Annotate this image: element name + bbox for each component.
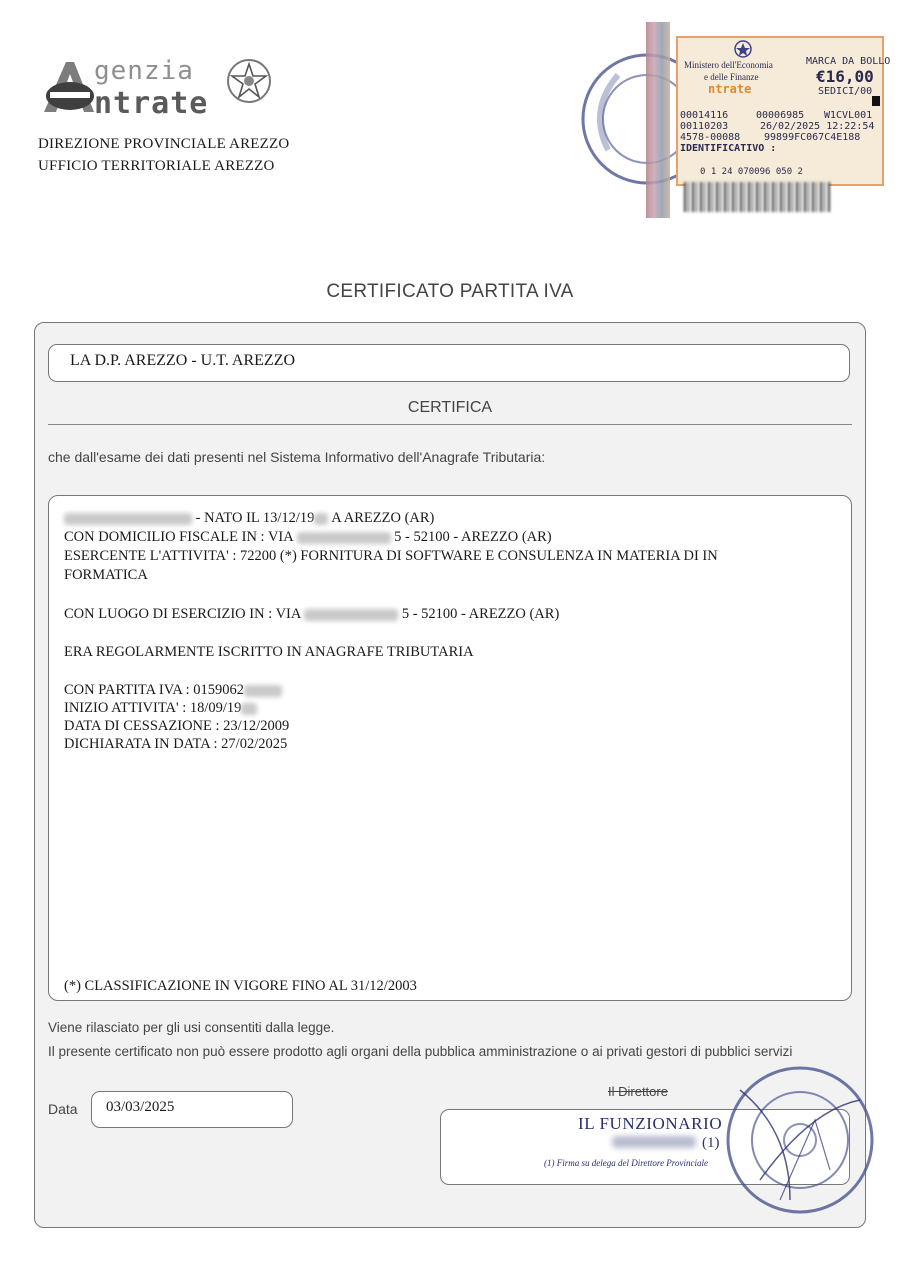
- stamp-ministry: Ministero dell'Economia: [684, 60, 773, 70]
- signer-title: IL FUNZIONARIO: [578, 1114, 723, 1133]
- redacted-workplace-street: [304, 609, 398, 621]
- revenue-stamp: [676, 36, 891, 186]
- date-value: 03/03/2025: [106, 1099, 175, 1115]
- vat-text: CON PARTITA IVA : 0159062: [64, 682, 245, 698]
- usage-note-1: Viene rilasciato per gli usi consentiti dalla legge.: [48, 1020, 335, 1035]
- agenzia-a-icon: [40, 58, 96, 116]
- stamp-amount: €16,00: [816, 67, 874, 86]
- start-line: [64, 699, 257, 717]
- stamp-row2-left: 00110203: [680, 121, 729, 132]
- issuer-text: LA D.P. AREZZO - U.T. AREZZO: [70, 352, 296, 369]
- stamp-mark: [872, 96, 880, 106]
- document-title: CERTIFICATO PARTITA IVA: [326, 281, 574, 302]
- delegation-note: (1) Firma su delega del Direttore Provinciale: [544, 1158, 708, 1168]
- stamp-ident: IDENTIFICATIVO :: [680, 143, 777, 154]
- workplace-prefix: CON LUOGO DI ESERCIZIO IN : VIA: [64, 606, 301, 622]
- stamp-row3-right: 99899FC067C4E188: [764, 132, 861, 143]
- classification-note: (*) CLASSIFICAZIONE IN VIGORE FINO AL 31/12/2003: [64, 978, 417, 994]
- stamp-security-strip: [646, 22, 670, 218]
- stamp-row1-right: W1CVL001: [824, 110, 873, 121]
- cessation-line: DATA DI CESSAZIONE : 23/12/2009: [64, 718, 290, 734]
- stamp-area: [572, 22, 891, 218]
- stamp-row1-left: 00014116: [680, 110, 729, 121]
- vat-line: [64, 681, 282, 699]
- birth-place-text: A AREZZO (AR): [331, 510, 435, 526]
- workplace-line: [64, 605, 559, 623]
- stamp-row3-left: 4578-00088: [680, 132, 741, 143]
- stamp-brand: MARCA DA BOLLO: [806, 56, 891, 67]
- workplace-suffix: 5 - 52100 - AREZZO (AR): [401, 606, 560, 622]
- office-round-stamp-icon: [720, 1060, 880, 1220]
- stamp-code: SEDICI/00: [818, 86, 873, 97]
- birth-line: [64, 509, 434, 527]
- signer-reference: (1): [702, 1135, 720, 1151]
- stamp-serial: 0 1 24 070096 050 2: [700, 167, 803, 177]
- domicile-suffix: 5 - 52100 - AREZZO (AR): [394, 529, 552, 545]
- start-text: INIZIO ATTIVITA' : 18/09/19: [64, 700, 242, 716]
- date-label: Data: [48, 1101, 78, 1117]
- logo-text-entrate: ntrate: [94, 86, 209, 121]
- domicile-line: [64, 528, 552, 546]
- office-territorial: UFFICIO TERRITORIALE AREZZO: [38, 158, 275, 174]
- section-divider: [48, 424, 852, 425]
- activity-line-2: FORMATICA: [64, 567, 148, 583]
- domicile-prefix: CON DOMICILIO FISCALE IN : VIA: [64, 529, 293, 545]
- redacted-street: [297, 532, 391, 544]
- stamp-emblem-icon: [734, 40, 752, 58]
- stamp-logo-text: ntrate: [708, 82, 752, 96]
- stamp-barcode: [684, 182, 830, 212]
- stamp-row2-right: 26/02/2025 12:22:54: [760, 121, 875, 132]
- intro-text: che dall'esame dei dati presenti nel Sistema Informativo dell'Anagrafe Tributaria:: [48, 449, 546, 465]
- redacted-name: [64, 513, 192, 525]
- birth-date-text: - NATO IL 13/12/19: [195, 510, 315, 526]
- director-label: Il Direttore: [608, 1084, 668, 1099]
- section-heading: CERTIFICA: [407, 399, 493, 416]
- stamp-finance: e delle Finanze: [704, 72, 759, 82]
- declaration-line: DICHIARATA IN DATA : 27/02/2025: [64, 736, 288, 752]
- republic-emblem-icon: [226, 58, 272, 104]
- redacted-birth-year: [314, 513, 328, 525]
- usage-note-2: Il presente certificato non può essere prodotto agli organi della pubblica amministrazione o ai privati gestori di pubblici servizi: [48, 1044, 793, 1059]
- registration-line: ERA REGOLARMENTE ISCRITTO IN ANAGRAFE TRIBUTARIA: [64, 644, 474, 660]
- agenzia-entrate-logo: [40, 52, 260, 122]
- redacted-start-year: [241, 703, 257, 715]
- logo-text-agenzia: genzia: [94, 56, 194, 86]
- redacted-vat-digits: [244, 685, 282, 697]
- stamp-row1-mid: 00006985: [756, 110, 805, 121]
- activity-line-1: ESERCENTE L'ATTIVITA' : 72200 (*) FORNITURA DI SOFTWARE E CONSULENZA IN MATERIA DI IN: [64, 548, 718, 564]
- office-directorate: DIREZIONE PROVINCIALE AREZZO: [38, 136, 290, 152]
- redacted-signer-name: [612, 1136, 696, 1148]
